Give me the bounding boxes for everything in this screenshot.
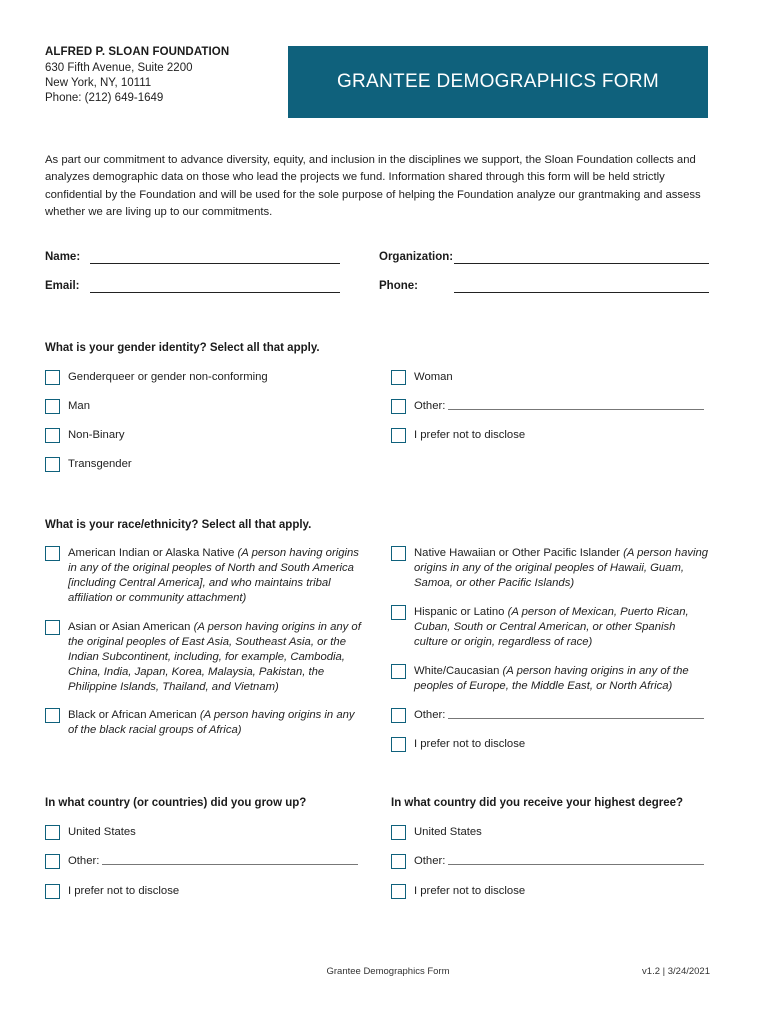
checkbox[interactable] [45,620,60,635]
other-text-field[interactable] [448,708,704,719]
other-text-field[interactable] [102,854,358,865]
country-option-other [45,854,358,869]
race-option-native-hawaiian [391,546,711,591]
checkbox[interactable] [391,605,406,620]
checkbox[interactable] [45,825,60,840]
option-label: White/Caucasian [414,665,503,677]
organization-name: ALFRED P. SLOAN FOUNDATION [45,46,230,58]
race-option-american-indian [45,546,365,606]
checkbox[interactable] [391,664,406,679]
option-description: (A person of Mexican, Puerto Rican, Cuban, South or Central American, or other Spanish culture or origin, regardless of race) [414,606,689,648]
email-label: Email: [45,280,80,292]
degree-option-other [391,854,704,869]
degree-question: In what country did you receive your highest degree? [391,797,684,809]
gender-option-genderqueer [45,370,268,385]
option-label: Other: [414,709,446,721]
checkbox[interactable] [45,546,60,561]
gender-option-man [45,399,90,414]
option-text [414,546,711,591]
checkbox[interactable] [391,854,406,869]
checkbox[interactable] [391,370,406,385]
phone-label: Phone: [379,280,418,292]
form-title-banner [288,46,708,118]
country-option-prefer-not [45,884,179,899]
option-label: Other: [414,855,446,867]
checkbox[interactable] [391,546,406,561]
gender-option-other [391,399,704,414]
phone-field[interactable] [454,278,709,293]
checkbox[interactable] [45,884,60,899]
option-description: (A person having origins in any of the original peoples of East Asia, Southeast Asia, or the Indian Subcontinent, including, for example, Cambodia, China, India, Japan, Korea, Malaysia, Pakistan, the Philippine Islands, Thailand, and Vietnam) [68,621,361,693]
checkbox[interactable] [45,854,60,869]
option-description: (A person having origins in any of the peoples of Europe, the Middle East, or North Africa) [414,665,689,692]
option-label: Man [68,400,90,412]
checkbox[interactable] [45,428,60,443]
option-description: (A person having origins in any of the original peoples of Hawaii, Guam, Samoa, or other Pacific Islands) [414,547,709,589]
checkbox[interactable] [391,737,406,752]
gender-question: What is your gender identity? Select all that apply. [45,342,320,354]
checkbox[interactable] [391,708,406,723]
option-label: I prefer not to disclose [414,429,526,441]
option-label: Non-Binary [68,429,125,441]
race-option-black [45,708,365,738]
option-label: Native Hawaiian or Other Pacific Islander [414,547,624,559]
checkbox[interactable] [45,399,60,414]
degree-option-us [391,825,482,840]
option-label: Woman [414,371,453,383]
name-label: Name: [45,251,81,263]
option-label: I prefer not to disclose [414,885,526,897]
option-label: Other: [68,855,100,867]
option-label: I prefer not to disclose [68,885,180,897]
option-label: Hispanic or Latino [414,606,508,618]
gender-option-woman [391,370,453,385]
checkbox[interactable] [391,428,406,443]
checkbox[interactable] [45,370,60,385]
organization-phone: Phone: (212) 649-1649 [45,92,164,104]
name-field[interactable] [90,249,340,264]
address-line-1: 630 Fifth Avenue, Suite 2200 [45,62,193,74]
degree-option-prefer-not [391,884,525,899]
option-label: I prefer not to disclose [414,738,526,750]
option-description: (A person having origins in any of the black racial groups of Africa) [68,709,355,736]
checkbox[interactable] [45,457,60,472]
option-label: Asian or Asian American [68,621,194,633]
option-label: Transgender [68,458,132,470]
organization-label: Organization: [379,251,454,263]
option-text [414,605,711,650]
race-option-hispanic [391,605,711,650]
address-line-2: New York, NY, 10111 [45,77,152,89]
option-label: United States [68,826,136,838]
race-option-prefer-not [391,737,525,752]
gender-option-prefer-not [391,428,525,443]
email-field[interactable] [90,278,340,293]
footer-title: Grantee Demographics Form [326,966,450,977]
checkbox[interactable] [391,399,406,414]
option-text [414,664,711,694]
footer-version: v1.2 | 3/24/2021 [642,966,710,977]
country-option-us [45,825,136,840]
checkbox[interactable] [45,708,60,723]
other-text-field[interactable] [448,399,704,410]
gender-option-nonbinary [45,428,125,443]
option-text [68,708,365,738]
option-label: American Indian or Alaska Native [68,547,238,559]
option-label: Other: [414,400,446,412]
form-title: GRANTEE DEMOGRAPHICS FORM [336,71,660,92]
intro-paragraph: As part our commitment to advance diversity, equity, and inclusion in the disciplines we support, the Sloan Foundation collects and analyzes demographic data on those who lead the projects we fund. Information shared through this form will be held strictly confidential by the Foundation and will be used for the sole purpose of helping the Foundation analyze our grantmaking and assess whether we are living up to our commitments. [45,154,701,218]
country-question: In what country (or countries) did you grow up? [45,797,307,809]
gender-option-transgender [45,457,132,472]
race-option-white [391,664,711,694]
checkbox[interactable] [391,825,406,840]
option-label: Genderqueer or gender non-conforming [68,371,268,383]
checkbox[interactable] [391,884,406,899]
option-description: (A person having origins in any of the original peoples of North and South America [including Central America], and who maintains tribal affiliation or community attachment) [68,547,359,604]
organization-field[interactable] [454,249,709,264]
race-question: What is your race/ethnicity? Select all that apply. [45,519,312,531]
option-label: United States [414,826,482,838]
option-text [68,546,365,606]
option-label: Black or African American [68,709,200,721]
race-option-asian [45,620,365,695]
option-text [68,620,365,695]
other-text-field[interactable] [448,854,704,865]
race-option-other [391,708,704,723]
